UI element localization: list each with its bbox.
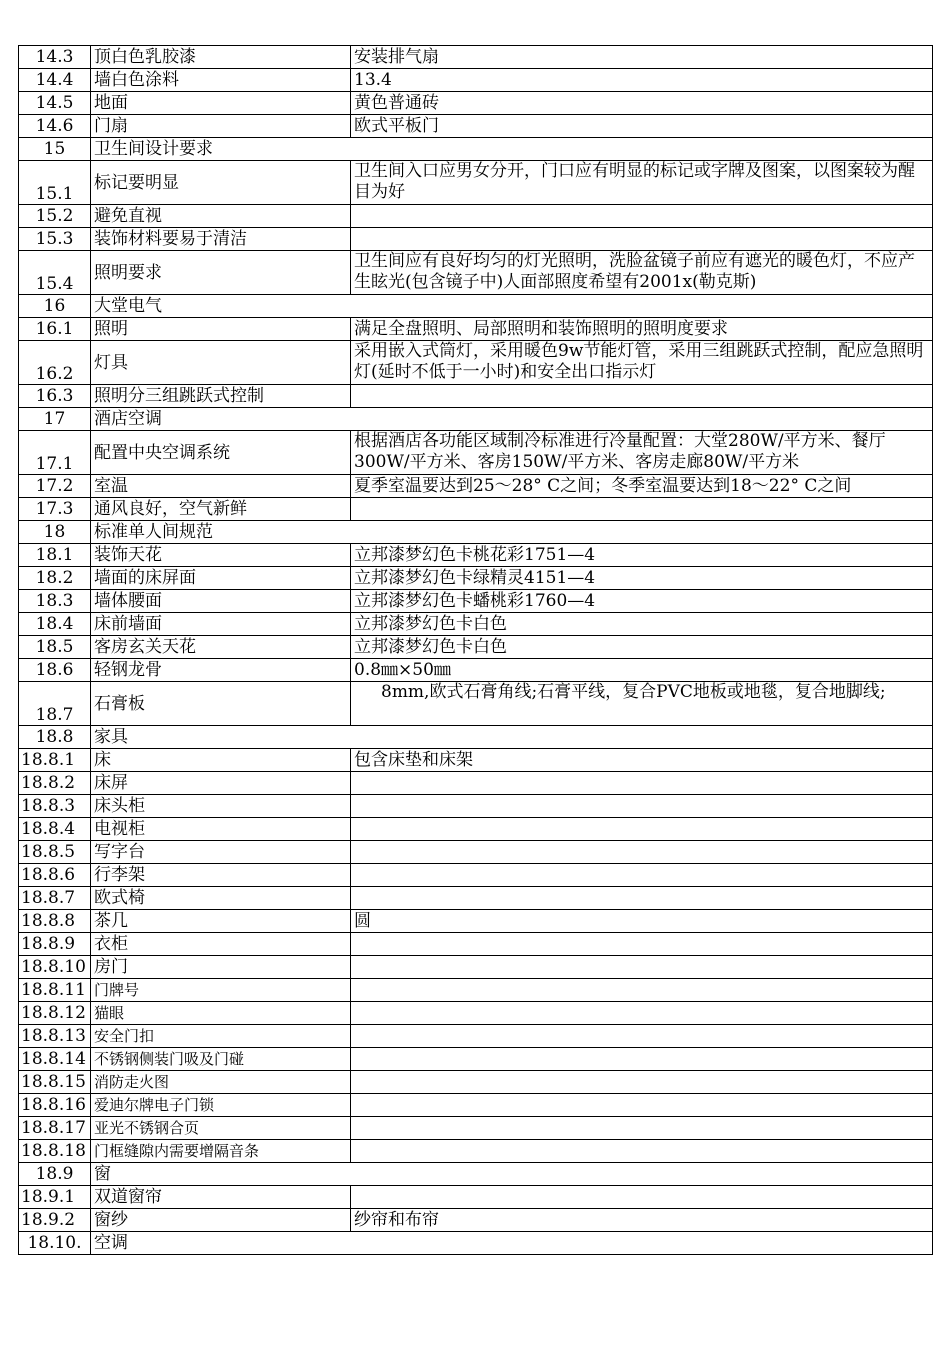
item-description: 安装排气扇 xyxy=(351,46,933,69)
item-description xyxy=(351,818,933,841)
table-row xyxy=(19,1002,933,1025)
item-description xyxy=(351,841,933,864)
table-row xyxy=(19,205,933,228)
table-row xyxy=(19,341,933,385)
item-description xyxy=(351,1117,933,1140)
item-description: 8mm,欧式石膏角线;石膏平线，复合PVC地板或地毯，复合地脚线; xyxy=(351,682,933,726)
item-name: 卫生间设计要求 xyxy=(91,138,933,161)
table-row xyxy=(19,795,933,818)
item-number: 16.2 xyxy=(19,341,91,385)
table-row xyxy=(19,1186,933,1209)
item-number: 17.2 xyxy=(19,475,91,498)
item-name: 标准单人间规范 xyxy=(91,521,933,544)
item-number: 18.5 xyxy=(19,636,91,659)
item-description: 卫生间应有良好均匀的灯光照明，洗脸盆镜子前应有遮光的暖色灯，不应产生眩光(包含镜子中)人面部照度希望有2001x(勒克斯) xyxy=(351,251,933,295)
item-name: 电视柜 xyxy=(91,818,351,841)
item-description xyxy=(351,887,933,910)
item-number: 14.5 xyxy=(19,92,91,115)
item-name: 行李架 xyxy=(91,864,351,887)
item-name: 客房玄关天花 xyxy=(91,636,351,659)
item-description xyxy=(351,1140,933,1163)
item-number: 18.9 xyxy=(19,1163,91,1186)
item-number: 18.6 xyxy=(19,659,91,682)
item-description xyxy=(351,864,933,887)
table-row xyxy=(19,385,933,408)
item-name: 爱迪尔牌电子门锁 xyxy=(91,1094,351,1117)
item-name: 猫眼 xyxy=(91,1002,351,1025)
item-name: 双道窗帘 xyxy=(91,1186,351,1209)
item-number: 18.8.10 xyxy=(19,956,91,979)
item-description: 夏季室温要达到25～28° C之间；冬季室温要达到18～22° C之间 xyxy=(351,475,933,498)
item-number: 16.3 xyxy=(19,385,91,408)
table-row xyxy=(19,887,933,910)
item-name: 门框缝隙内需要增隔音条 xyxy=(91,1140,351,1163)
item-number: 18.8.17 xyxy=(19,1117,91,1140)
spec-table-body xyxy=(19,46,933,1255)
item-name: 窗纱 xyxy=(91,1209,351,1232)
item-number: 15.4 xyxy=(19,251,91,295)
item-number: 18.8.1 xyxy=(19,749,91,772)
item-number: 15.1 xyxy=(19,161,91,205)
item-name: 床屏 xyxy=(91,772,351,795)
item-description xyxy=(351,795,933,818)
item-number: 18.8.14 xyxy=(19,1048,91,1071)
item-description: 欧式平板门 xyxy=(351,115,933,138)
item-description xyxy=(351,772,933,795)
item-description xyxy=(351,1186,933,1209)
item-number: 18.8.15 xyxy=(19,1071,91,1094)
item-name: 窗 xyxy=(91,1163,933,1186)
item-name: 茶几 xyxy=(91,910,351,933)
item-name: 床头柜 xyxy=(91,795,351,818)
item-number: 15 xyxy=(19,138,91,161)
table-row xyxy=(19,841,933,864)
table-row xyxy=(19,590,933,613)
item-description xyxy=(351,228,933,251)
item-name: 室温 xyxy=(91,475,351,498)
section-row xyxy=(19,521,933,544)
item-description xyxy=(351,385,933,408)
item-number: 18 xyxy=(19,521,91,544)
item-description: 卫生间入口应男女分开，门口应有明显的标记或字牌及图案，以图案较为醒目为好 xyxy=(351,161,933,205)
item-description: 圆 xyxy=(351,910,933,933)
item-description xyxy=(351,956,933,979)
item-description: 立邦漆梦幻色卡白色 xyxy=(351,613,933,636)
item-name: 地面 xyxy=(91,92,351,115)
item-number: 18.8.8 xyxy=(19,910,91,933)
item-name: 床 xyxy=(91,749,351,772)
table-row xyxy=(19,956,933,979)
item-number: 18.3 xyxy=(19,590,91,613)
item-name: 酒店空调 xyxy=(91,408,933,431)
item-name: 照明 xyxy=(91,318,351,341)
item-description xyxy=(351,1048,933,1071)
table-row xyxy=(19,115,933,138)
item-name: 大堂电气 xyxy=(91,295,933,318)
item-description: 立邦漆梦幻色卡桃花彩1751—4 xyxy=(351,544,933,567)
section-row xyxy=(19,726,933,749)
table-row xyxy=(19,69,933,92)
table-row xyxy=(19,772,933,795)
item-number: 18.8.2 xyxy=(19,772,91,795)
item-number: 17 xyxy=(19,408,91,431)
item-description: 包含床垫和床架 xyxy=(351,749,933,772)
item-description: 根据酒店各功能区域制冷标准进行冷量配置：大堂280W/平方米、餐厅300W/平方米、客房150W/平方米、客房走廊80W/平方米 xyxy=(351,431,933,475)
item-number: 18.10. xyxy=(19,1232,91,1255)
item-description xyxy=(351,1094,933,1117)
item-description: 采用嵌入式筒灯，采用暖色9w节能灯管，采用三组跳跃式控制，配应急照明灯(延时不低于一小时)和安全出口指示灯 xyxy=(351,341,933,385)
table-row xyxy=(19,475,933,498)
item-number: 18.8.13 xyxy=(19,1025,91,1048)
item-description: 立邦漆梦幻色卡白色 xyxy=(351,636,933,659)
item-description: 13.4 xyxy=(351,69,933,92)
item-name: 墙面的床屏面 xyxy=(91,567,351,590)
table-row xyxy=(19,498,933,521)
item-number: 18.2 xyxy=(19,567,91,590)
table-row xyxy=(19,431,933,475)
table-row xyxy=(19,1094,933,1117)
item-name: 衣柜 xyxy=(91,933,351,956)
table-row xyxy=(19,1140,933,1163)
table-row xyxy=(19,979,933,1002)
item-description xyxy=(351,1071,933,1094)
item-name: 空调 xyxy=(91,1232,933,1255)
item-description: 0.8㎜×50㎜ xyxy=(351,659,933,682)
item-name: 门牌号 xyxy=(91,979,351,1002)
table-row xyxy=(19,636,933,659)
table-row xyxy=(19,92,933,115)
section-row xyxy=(19,138,933,161)
item-number: 17.1 xyxy=(19,431,91,475)
item-name: 床前墙面 xyxy=(91,613,351,636)
section-row xyxy=(19,1163,933,1186)
item-description xyxy=(351,1002,933,1025)
item-name: 石膏板 xyxy=(91,682,351,726)
table-row xyxy=(19,567,933,590)
table-row xyxy=(19,1071,933,1094)
item-number: 18.8.3 xyxy=(19,795,91,818)
table-row xyxy=(19,659,933,682)
item-name: 配置中央空调系统 xyxy=(91,431,351,475)
table-row xyxy=(19,864,933,887)
item-name: 消防走火图 xyxy=(91,1071,351,1094)
table-row xyxy=(19,46,933,69)
item-number: 18.8.9 xyxy=(19,933,91,956)
item-number: 18.1 xyxy=(19,544,91,567)
item-name: 欧式椅 xyxy=(91,887,351,910)
item-number: 15.2 xyxy=(19,205,91,228)
item-description xyxy=(351,1025,933,1048)
item-description xyxy=(351,979,933,1002)
item-description: 满足全盘照明、局部照明和装饰照明的照明度要求 xyxy=(351,318,933,341)
item-name: 安全门扣 xyxy=(91,1025,351,1048)
item-name: 不锈钢侧装门吸及门碰 xyxy=(91,1048,351,1071)
item-number: 18.8.16 xyxy=(19,1094,91,1117)
table-row xyxy=(19,251,933,295)
item-name: 避免直视 xyxy=(91,205,351,228)
item-number: 18.9.2 xyxy=(19,1209,91,1232)
item-name: 装饰天花 xyxy=(91,544,351,567)
item-name: 通风良好，空气新鲜 xyxy=(91,498,351,521)
item-number: 18.4 xyxy=(19,613,91,636)
item-number: 14.3 xyxy=(19,46,91,69)
item-number: 16.1 xyxy=(19,318,91,341)
item-description: 纱帘和布帘 xyxy=(351,1209,933,1232)
item-number: 18.8.4 xyxy=(19,818,91,841)
item-number: 18.8.12 xyxy=(19,1002,91,1025)
item-number: 14.6 xyxy=(19,115,91,138)
item-name: 门扇 xyxy=(91,115,351,138)
item-name: 墙体腰面 xyxy=(91,590,351,613)
table-row xyxy=(19,910,933,933)
item-description: 黄色普通砖 xyxy=(351,92,933,115)
item-description xyxy=(351,205,933,228)
item-number: 18.8.18 xyxy=(19,1140,91,1163)
table-row xyxy=(19,318,933,341)
item-name: 家具 xyxy=(91,726,933,749)
item-number: 18.9.1 xyxy=(19,1186,91,1209)
table-row xyxy=(19,1025,933,1048)
spec-table xyxy=(18,45,933,1255)
item-number: 18.8.7 xyxy=(19,887,91,910)
item-description: 立邦漆梦幻色卡蟠桃彩1760—4 xyxy=(351,590,933,613)
item-name: 照明要求 xyxy=(91,251,351,295)
item-name: 写字台 xyxy=(91,841,351,864)
table-row xyxy=(19,544,933,567)
item-name: 装饰材料要易于清洁 xyxy=(91,228,351,251)
item-number: 18.7 xyxy=(19,682,91,726)
table-row xyxy=(19,1209,933,1232)
table-row xyxy=(19,818,933,841)
item-number: 15.3 xyxy=(19,228,91,251)
table-row xyxy=(19,1117,933,1140)
item-name: 墙白色涂料 xyxy=(91,69,351,92)
table-row xyxy=(19,228,933,251)
table-row xyxy=(19,749,933,772)
table-row xyxy=(19,933,933,956)
section-row xyxy=(19,1232,933,1255)
item-name: 灯具 xyxy=(91,341,351,385)
item-description xyxy=(351,498,933,521)
item-name: 照明分三组跳跃式控制 xyxy=(91,385,351,408)
item-name: 标记要明显 xyxy=(91,161,351,205)
item-number: 18.8.11 xyxy=(19,979,91,1002)
item-name: 房门 xyxy=(91,956,351,979)
item-number: 16 xyxy=(19,295,91,318)
item-number: 17.3 xyxy=(19,498,91,521)
section-row xyxy=(19,295,933,318)
item-name: 轻钢龙骨 xyxy=(91,659,351,682)
item-number: 14.4 xyxy=(19,69,91,92)
table-row xyxy=(19,1048,933,1071)
table-row xyxy=(19,613,933,636)
table-row xyxy=(19,161,933,205)
item-description xyxy=(351,933,933,956)
item-number: 18.8.5 xyxy=(19,841,91,864)
item-number: 18.8.6 xyxy=(19,864,91,887)
item-number: 18.8 xyxy=(19,726,91,749)
item-name: 亚光不锈钢合页 xyxy=(91,1117,351,1140)
section-row xyxy=(19,408,933,431)
item-name: 顶白色乳胶漆 xyxy=(91,46,351,69)
table-row xyxy=(19,682,933,726)
item-description: 立邦漆梦幻色卡绿精灵4151—4 xyxy=(351,567,933,590)
